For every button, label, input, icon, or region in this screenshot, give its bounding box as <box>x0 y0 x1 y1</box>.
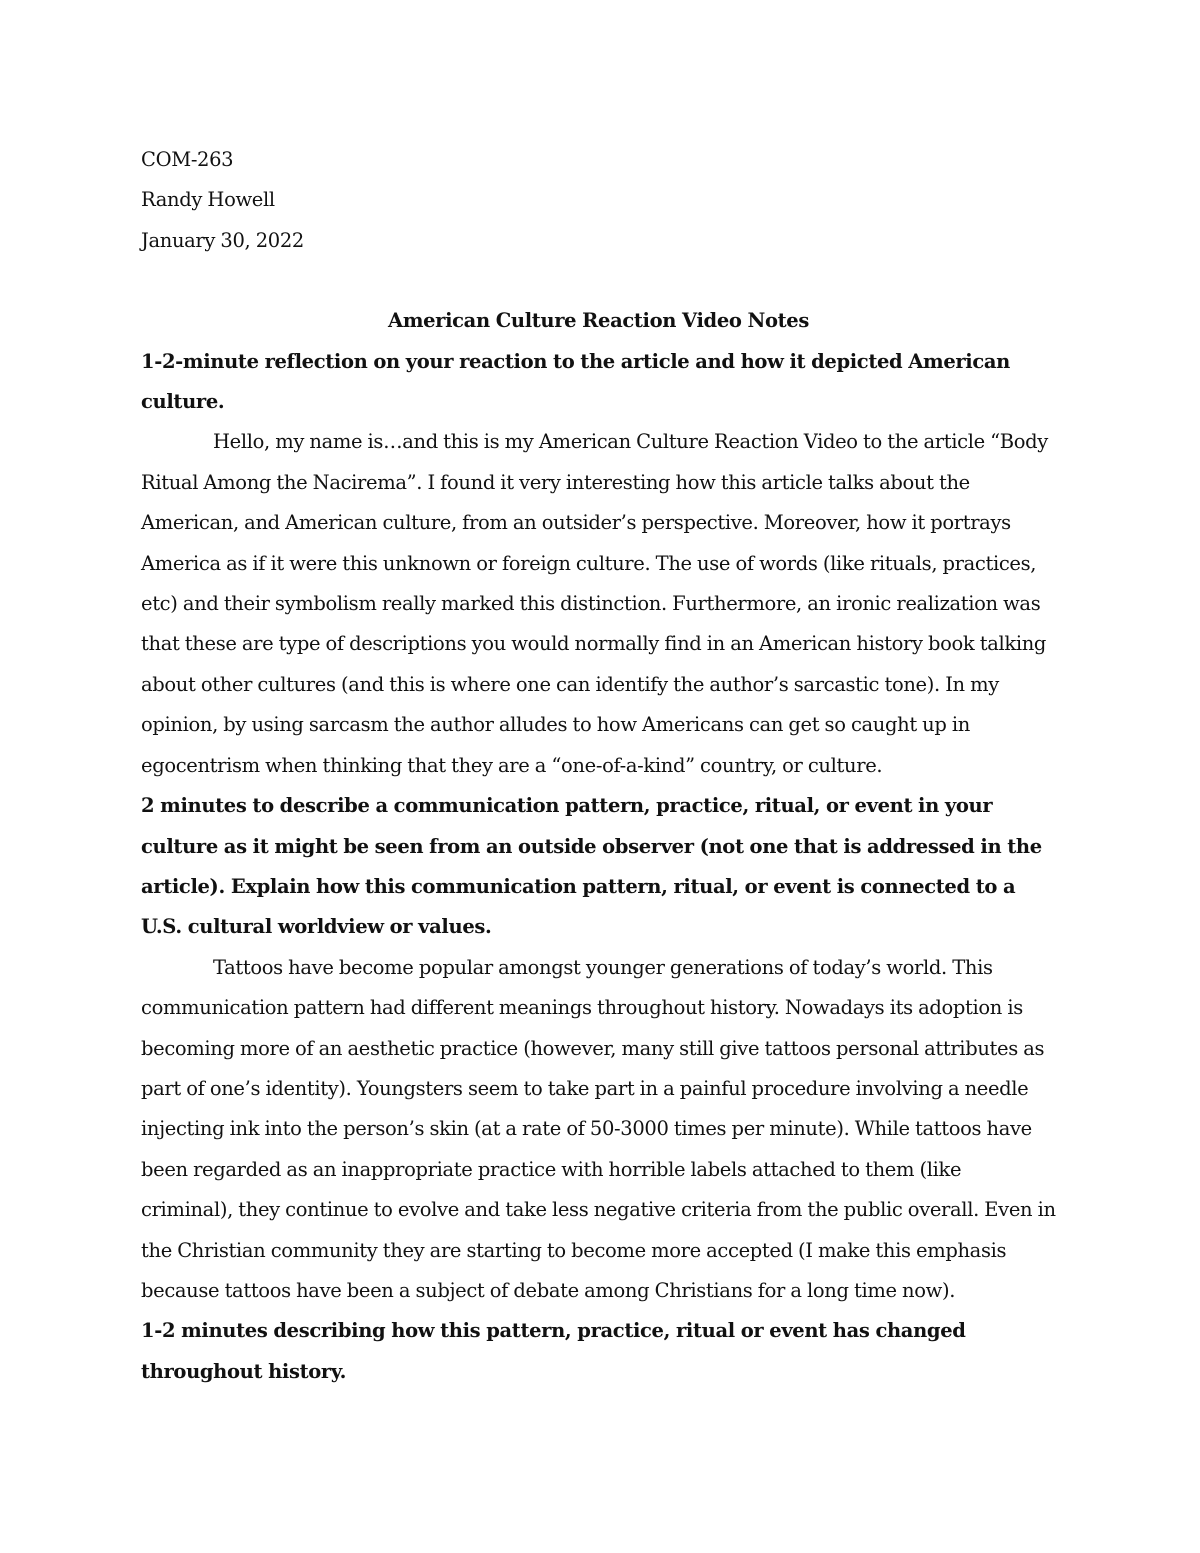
author-name: Randy Howell <box>141 188 275 212</box>
section-response-1: Hello, my name is…and this is my American Culture Reaction Video to the article “Body Ritual Among the Nacirema”. I found it very interesting how this article talks about the American, and American culture, from an outsider’s perspective. Moreover, how it portrays America as if it were this unknown or foreign culture. The use of words (like rituals, practices, etc) and their symbolism really marked this distinction. Furthermore, an ironic realization was that these are type of descriptions you would normally find in an American history book talking about other cultures (and this is where one can identify the author’s sarcastic tone). In my opinion, by using sarcasm the author alludes to how Americans can get so caught up in egocentrism when thinking that they are a “one-of-a-kind” country, or culture. <box>141 430 1048 777</box>
section-prompt-3: 1-2 minutes describing how this pattern, practice, ritual or event has changed throughout history. <box>141 1319 966 1383</box>
section-prompt-2: 2 minutes to describe a communication pattern, practice, ritual, or event in your culture as it might be seen from an outside observer (not one that is addressed in the article). Explain how this communication pattern, ritual, or event is connected to a U.S. cultural worldview or values. <box>141 794 1042 939</box>
course-code: COM-263 <box>141 148 234 171</box>
section-prompt-1: 1-2-minute reflection on your reaction to the article and how it depicted American culture. <box>141 349 1011 414</box>
section-response-2: Tattoos have become popular amongst younger generations of today’s world. This communication pattern had different meanings throughout history. Nowadays its adoption is becoming more of an aesthetic practice (however, many still give tattoos personal attributes as part of one’s identity). Youngsters seem to take part in a painful procedure involving a needle injecting ink into the person’s skin (at a rate of 50-3000 times per minute). While tattoos have been regarded as an inappropriate practice with horrible labels attached to them (like criminal), they continue to evolve and take less negative criteria from the public overall. Even in the Christian community they are starting to become more accepted (I make this emphasis because tattoos have been a subject of debate among Christians for a long time now). <box>141 955 1056 1302</box>
document-page <box>141 140 1056 1392</box>
document-title: American Culture Reaction Video Notes <box>388 309 809 333</box>
document-date: January 30, 2022 <box>141 228 304 252</box>
